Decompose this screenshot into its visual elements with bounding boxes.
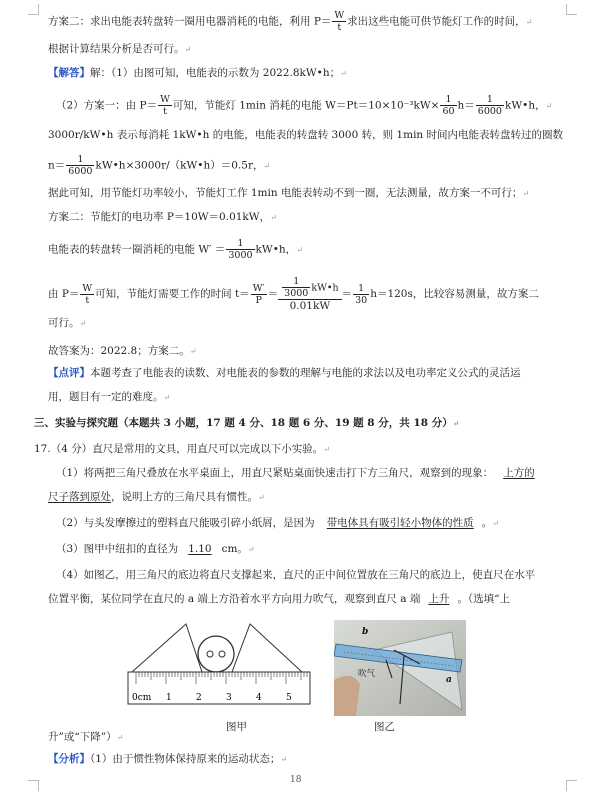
answer-blank-4: 上升	[428, 593, 450, 605]
comment-line-2: 用，题目有一定的难度。↵	[48, 391, 171, 403]
analysis-tag: 【分析】	[48, 753, 90, 765]
corner-mark-br	[566, 780, 577, 791]
answer-line-10: 故答案为：2022.8；方案二。↵	[48, 345, 197, 357]
answer-tag: 【解答】	[48, 67, 90, 79]
tick-label: 3	[226, 693, 232, 703]
corner-mark-tr	[566, 4, 577, 15]
q17-part4-line2: 位置平衡，某位同学在直尺的 a 端上方沿着水平方向用力吹气，观察到直尺 a 端 上升 。（选填“上	[48, 593, 510, 605]
comment-line-1: 【点评】本题考查了电能表的读数、对电能表的参数的理解与电能的求法以及电功率定义公式的灵活运	[48, 367, 521, 379]
corner-mark-bl	[28, 780, 39, 791]
answer-blank-1a: 上方的	[503, 467, 535, 479]
fraction-w-over-t: $\frac{W}{t}$	[334, 10, 345, 33]
answer-line-6: 方案二：节能灯的电功率 P＝10W＝0.01kW，↵	[48, 211, 277, 223]
question-17: 17.（4 分）直尺是常用的文具，用直尺可以完成以下小实验。↵	[34, 443, 330, 455]
tick-label: 5	[286, 693, 292, 703]
answer-line-2: （2）方案一：由 P＝ $\frac{W}{t}$ 可知，节能灯 1min 消耗的电能 W＝Pt＝10×10⁻³kW× $\frac{1}{60}$ h＝ $\frac{1}{6000}$ kW•h，↵	[56, 94, 553, 117]
label-a: a	[446, 675, 452, 685]
tick-label: 4	[256, 693, 262, 703]
figure-jia-ruler-diagram	[126, 620, 312, 714]
answer-blank-2: 带电体具有吸引轻小物体的性质	[326, 517, 474, 529]
corner-mark-tl	[28, 4, 39, 15]
analysis-line: 【分析】（1）由于惯性物体保持原来的运动状态；↵	[48, 753, 288, 765]
figure-yi-caption: 图乙	[374, 721, 395, 733]
answer-blank-1b: 尺子落到原处	[48, 491, 111, 503]
scheme2-intro-line-2: 根据计算结果分析是否可行。↵	[48, 43, 192, 55]
nested-fraction: $\frac{1}{3000}$ kW•h 0.01kW	[278, 276, 341, 312]
q17-part1-line2: 尺子落到原处，说明上方的三角尺具有惯性。↵	[48, 491, 265, 503]
answer-line-3: 3000r/kW•h 表示每消耗 1kW•h 的电能，电能表的转盘转 3000 转，则 1min 时间内电能表转盘转过的圈数	[48, 129, 564, 141]
q17-part4-line3: 升”或“下降”）↵	[48, 731, 124, 743]
q17-part2: （2）与头发摩擦过的塑料直尺能吸引碎小纸屑，是因为 带电体具有吸引轻小物体的性质 。↵	[56, 517, 499, 529]
q17-part4-line1: （4）如图乙，用三角尺的底边将直尺支撑起来，直尺的正中间位置放在三角尺的底边上，使直尺在水平	[56, 569, 536, 581]
answer-line-7: 电能表的转盘转一圈消耗的电能 W′ ＝ $\frac{1}{3000}$ kW•h，↵	[48, 238, 303, 261]
comment-tag: 【点评】	[48, 367, 90, 379]
answer-line-8: 由 P＝ $\frac{W}{t}$ 可知，节能灯需要工作的时间 t＝ $\frac{W'}{P}$ ＝ $\frac{1}{3000}$ kW•h 0.01kW ＝ $\frac{1}{30}$ h＝120s，比较容易测量，故方案二	[48, 276, 539, 312]
q17-part3: （3）图甲中纽扣的直径为 1.10 cm。↵	[56, 543, 255, 555]
answer-blank-3: 1.10	[188, 543, 212, 555]
answer-line-4: n＝ $\frac{1}{6000}$ kW•h×3000r/（kW•h）＝0.5r，↵	[48, 154, 271, 177]
label-blow: 吹气	[358, 669, 376, 679]
q17-part1-line1: （1）将两把三角尺叠放在水平桌面上，用直尺紧贴桌面快速击打下方三角尺，观察到的现象： 上方的	[56, 467, 535, 479]
answer-line-5: 据此可知，用节能灯功率较小，节能灯工作 1min 电能表转动不到一圈，无法测量，故方案一不可行；↵	[48, 187, 530, 199]
tick-label: 1	[166, 693, 172, 703]
page-number: 18	[290, 775, 302, 785]
section-heading: 三、实验与探究题（本题共 3 小题，17 题 4 分、18 题 6 分、19 题 8 分，共 18 分）↵	[34, 417, 460, 429]
answer-line-9: 可行。↵	[48, 317, 87, 329]
label-b: b	[362, 627, 369, 637]
figure-jia-caption: 图甲	[226, 721, 247, 733]
figure-yi-photo	[334, 620, 466, 716]
answer-line-1: 【解答】解：（1）由图可知，电能表的示数为 2022.8kW•h；↵	[48, 67, 347, 79]
scheme2-intro-line: 方案二：求出电能表转盘转一圈用电器消耗的电能，利用 P＝ $\frac{W}{t}$ 求出这些电能可供节能灯工作的时间，↵	[48, 10, 533, 33]
button-circle	[198, 636, 234, 672]
tick-label: 0cm	[132, 693, 152, 703]
tick-label: 2	[196, 693, 202, 703]
